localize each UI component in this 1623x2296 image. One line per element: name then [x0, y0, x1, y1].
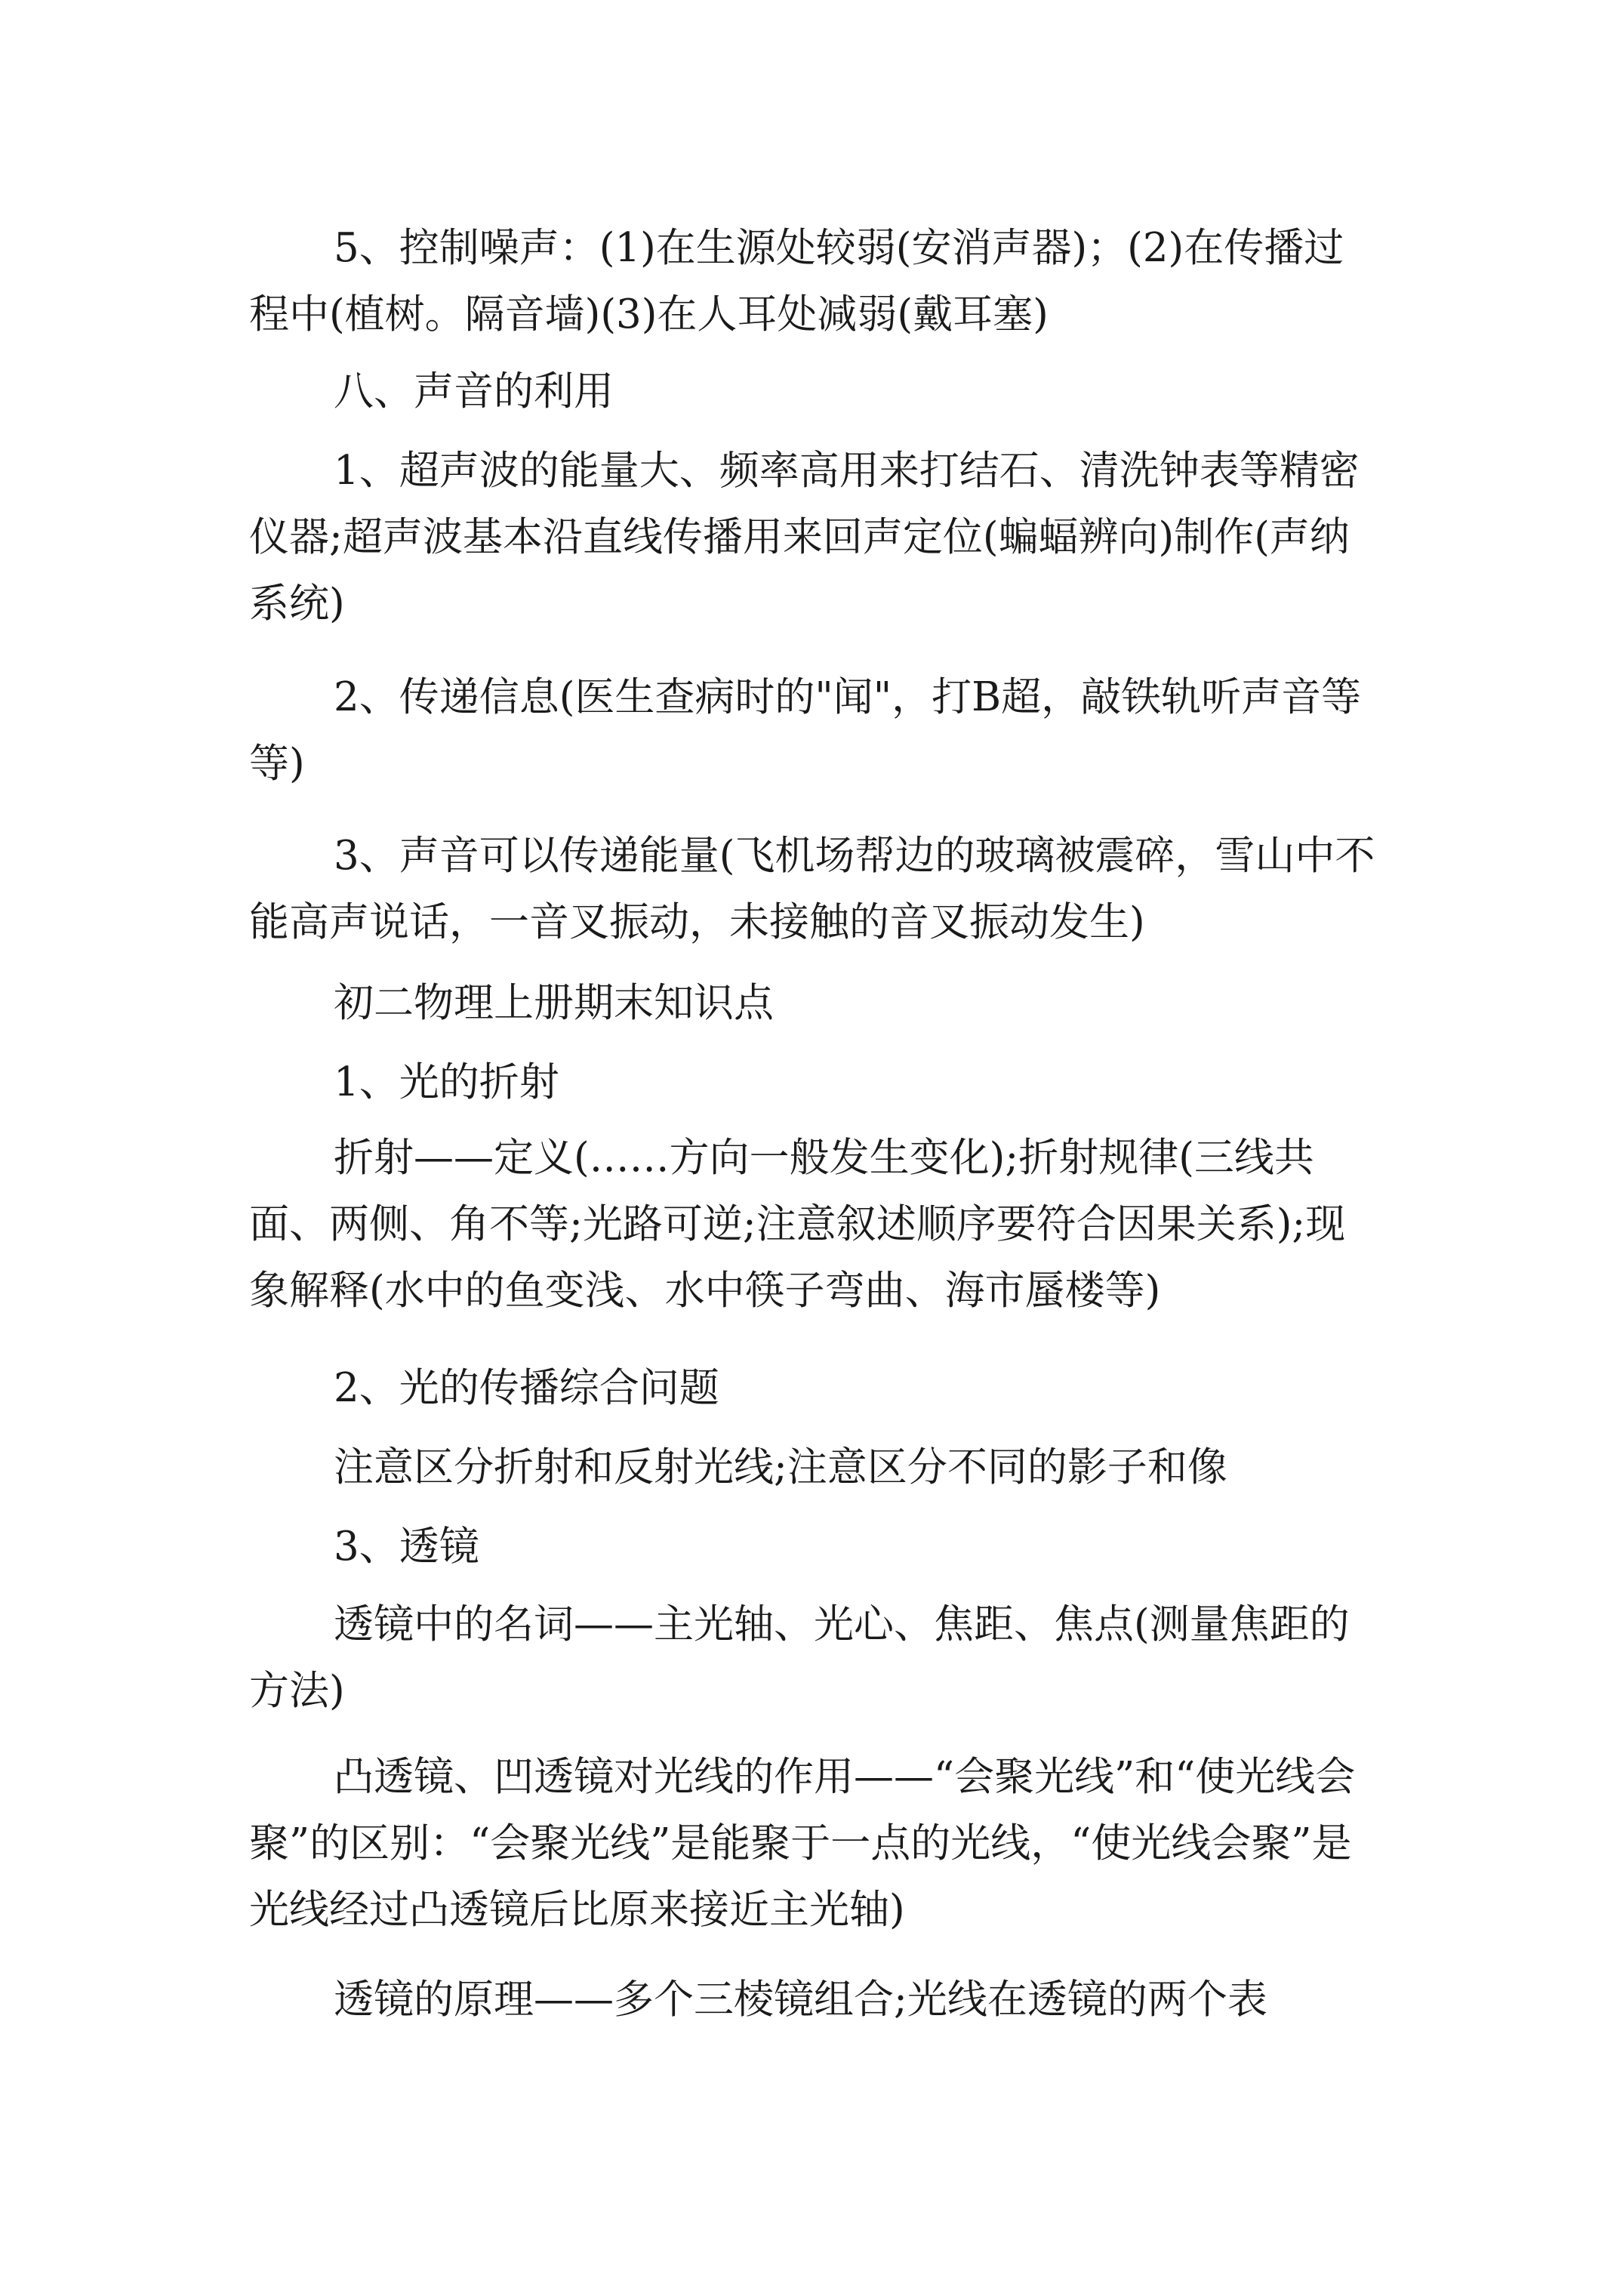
heading-exam-points: 初二物理上册期末知识点	[334, 980, 774, 1026]
heading-lens: 3、透镜	[334, 1524, 479, 1570]
paragraph-lens-effect: 凸透镜、凹透镜对光线的作用——“会聚光线”和“使光线会聚”的区别：“会聚光线”是能聚于一点的光线，“使光线会聚”是光线经过凸透镜后比原来接近主光轴)	[249, 1754, 1356, 1933]
paragraph-ultrasound: 1、超声波的能量大、频率高用来打结石、清洗钟表等精密仪器;超声波基本沿直线传播用来回声定位(蝙蝠辨向)制作(声纳系统)	[249, 448, 1360, 627]
heading-sound-uses: 八、声音的利用	[334, 368, 614, 415]
paragraph-distinguish: 注意区分折射和反射光线;注意区分不同的影子和像	[334, 1444, 1227, 1490]
paragraph-noise-control: 5、控制噪声：(1)在生源处较弱(安消声器)；(2)在传播过程中(植树。隔音墙)(3)在人耳处减弱(戴耳塞)	[249, 225, 1344, 337]
paragraph-lens-terms: 透镜中的名词——主光轴、光心、焦距、焦点(测量焦距的方法)	[249, 1601, 1350, 1714]
paragraph-energy: 3、声音可以传递能量(飞机场帮边的玻璃被震碎，雪山中不能高声说话，一音叉振动，未接触的音叉振动发生)	[249, 833, 1375, 945]
paragraph-lens-principle: 透镜的原理——多个三棱镜组合;光线在透镜的两个表	[334, 1977, 1267, 2023]
paragraph-information: 2、传递信息(医生查病时的"闻"，打B超，敲铁轨听声音等等)	[249, 674, 1362, 787]
heading-light-propagation: 2、光的传播综合问题	[334, 1365, 719, 1411]
heading-refraction: 1、光的折射	[334, 1059, 559, 1105]
paragraph-refraction: 折射——定义(……方向一般发生变化);折射规律(三线共面、两侧、角不等;光路可逆;注意叙述顺序要符合因果关系);现象解释(水中的鱼变浅、水中筷子弯曲、海市蜃楼等)	[249, 1135, 1346, 1314]
